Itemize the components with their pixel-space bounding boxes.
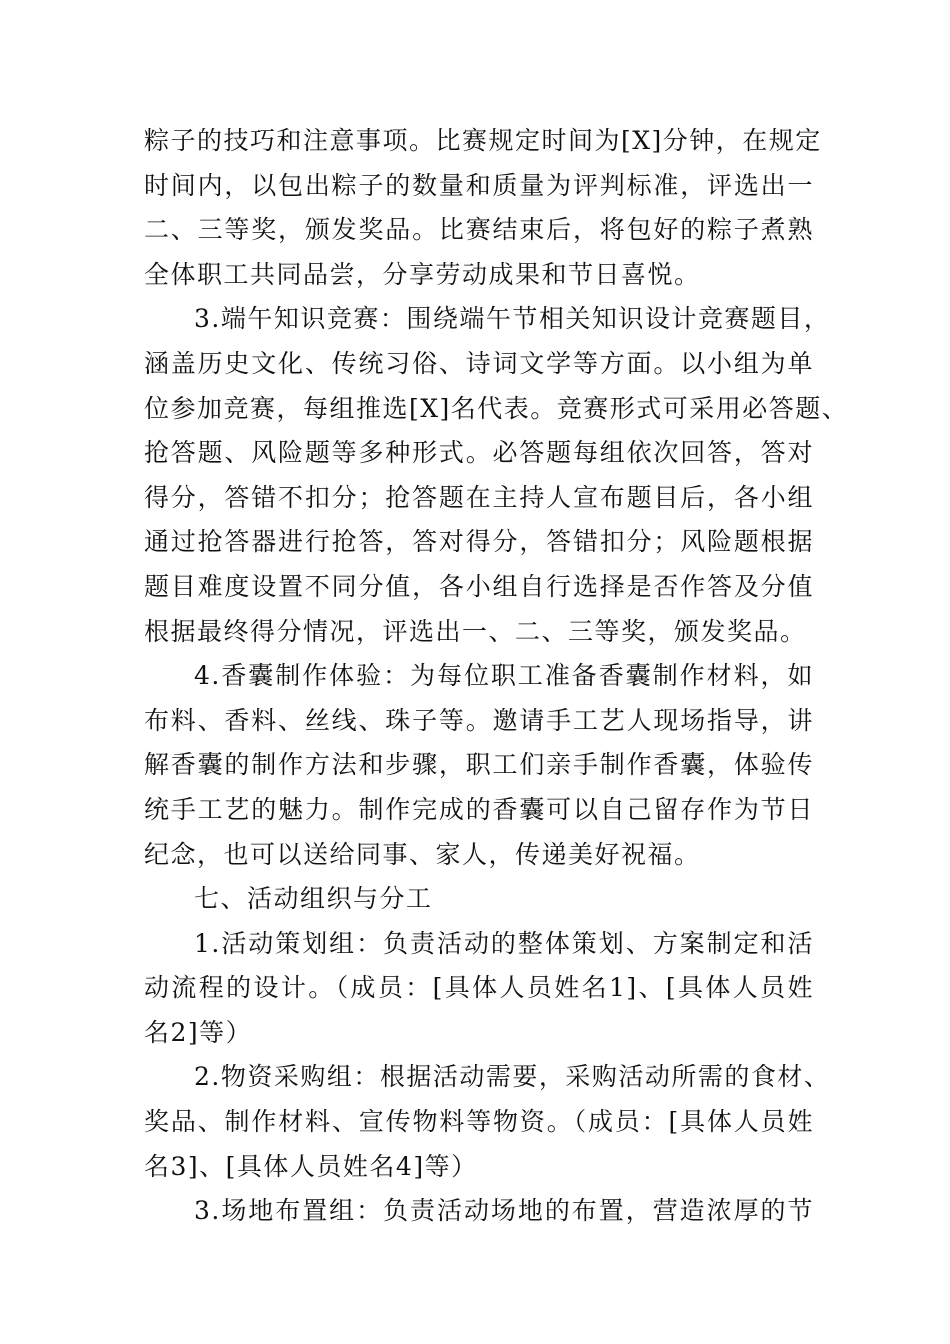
text-line: 题目难度设置不同分值，各小组自行选择是否作答及分值	[144, 571, 814, 601]
section-heading: 七、活动组织与分工	[194, 884, 433, 914]
text-line: 涵盖历史文化、传统习俗、诗词文学等方面。以小组为单	[144, 348, 814, 378]
list-item-heading: 4.香囊制作体验：为每位职工准备香囊制作材料，如	[194, 661, 814, 691]
document-body	[144, 119, 849, 1234]
text-line: 通过抢答器进行抢答，答对得分，答错扣分；风险题根据	[144, 527, 814, 557]
text-line: 名3]、[具体人员姓名4]等）	[144, 1151, 478, 1181]
list-item-heading: 3.端午知识竞赛：围绕端午节相关知识设计竞赛题目，	[194, 304, 831, 334]
text-line: 二、三等奖，颁发奖品。比赛结束后，将包好的粽子煮熟	[144, 215, 814, 245]
text-line: 粽子的技巧和注意事项。比赛规定时间为[X]分钟，在规定	[144, 126, 822, 155]
list-item-heading: 1.活动策划组：负责活动的整体策划、方案制定和活	[194, 928, 814, 958]
text-line: 动流程的设计。（成员：[具体人员姓名1]、[具体人员姓	[144, 973, 814, 1003]
text-line: 统手工艺的魅力。制作完成的香囊可以自己留存作为节日	[144, 794, 814, 824]
text-line: 全体职工共同品尝，分享劳动成果和节日喜悦。	[144, 259, 701, 289]
text-line: 布料、香料、丝线、珠子等。邀请手工艺人现场指导，讲	[144, 705, 814, 735]
text-line: 根据最终得分情况，评选出一、二、三等奖，颁发奖品。	[144, 616, 807, 646]
text-line: 纪念，也可以送给同事、家人，传递美好祝福。	[144, 839, 701, 869]
text-line: 抢答题、风险题等多种形式。必答题每组依次回答，答对	[144, 438, 814, 468]
text-line: 名2]等）	[144, 1017, 253, 1047]
list-item-heading: 3.场地布置组：负责活动场地的布置，营造浓厚的节	[194, 1196, 814, 1226]
text-line: 时间内，以包出粽子的数量和质量为评判标准，评选出一	[144, 170, 814, 200]
list-item-heading: 2.物资采购组：根据活动需要，采购活动所需的食材、	[194, 1062, 831, 1092]
text-line: 奖品、制作材料、宣传物料等物资。（成员：[具体人员姓	[144, 1107, 814, 1137]
text-line: 得分，答错不扣分；抢答题在主持人宣布题目后，各小组	[144, 482, 814, 512]
text-line: 解香囊的制作方法和步骤，职工们亲手制作香囊，体验传	[144, 750, 814, 780]
text-line: 位参加竞赛，每组推选[X]名代表。竞赛形式可采用必答题、	[144, 393, 849, 423]
